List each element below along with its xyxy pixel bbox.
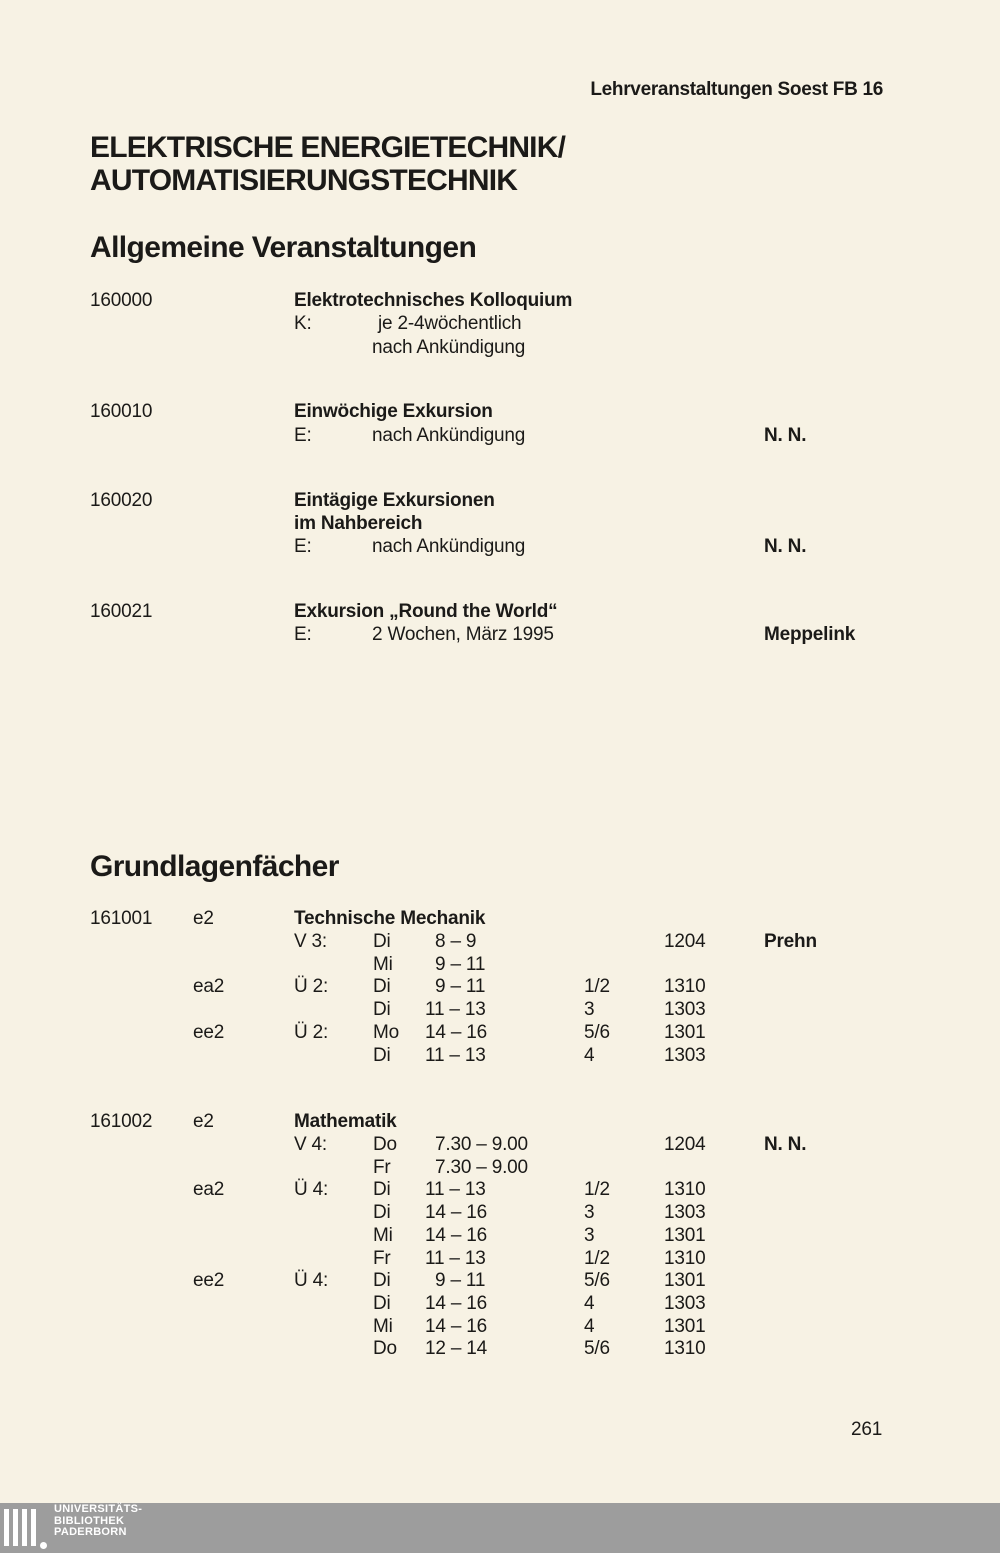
row-time: 14 – 16 <box>425 1315 487 1337</box>
row-day: Fr <box>373 1156 391 1178</box>
section-heading-allgemeine: Allgemeine Veranstaltungen <box>90 231 477 264</box>
row-day: Mi <box>373 1224 393 1246</box>
row-type: Ü 4: <box>294 1270 329 1292</box>
row-type: V 3: <box>294 931 327 952</box>
row-subgroup: 1/2 <box>584 1247 610 1269</box>
row-subgroup: 5/6 <box>584 1021 610 1043</box>
course-schedule: 2 Wochen, März 1995 <box>372 624 554 645</box>
course-title: Elektrotechnisches Kolloquium <box>294 290 573 311</box>
course-type: E: <box>294 536 312 557</box>
row-time: 11 – 13 <box>425 1247 486 1269</box>
row-day: Di <box>373 1044 391 1066</box>
row-type: V 4: <box>294 1134 327 1155</box>
row-room: 1301 <box>664 1224 706 1246</box>
course-title: Eintägige Exkursionen <box>294 490 495 511</box>
row-day: Di <box>373 999 391 1021</box>
library-footer <box>0 1503 1000 1553</box>
course-type: K: <box>294 313 312 334</box>
row-subgroup: 1/2 <box>584 1179 610 1201</box>
row-room: 1303 <box>664 1044 706 1066</box>
row-room: 1204 <box>664 1134 706 1155</box>
row-day: Mi <box>373 953 393 975</box>
row-room: 1303 <box>664 999 706 1021</box>
course-lecturer: N. N. <box>764 1134 807 1155</box>
row-time: 7.30 – 9.00 <box>435 1156 528 1178</box>
row-room: 1301 <box>664 1270 706 1292</box>
row-subgroup: 4 <box>584 1315 595 1337</box>
course-number: 160020 <box>90 490 153 511</box>
course-code: e2 <box>193 1111 214 1132</box>
row-time: 14 – 16 <box>425 1224 487 1246</box>
row-room: 1303 <box>664 1202 706 1224</box>
row-time: 8 – 9 <box>435 931 477 952</box>
course-title: Einwöchige Exkursion <box>294 401 493 422</box>
course-type: E: <box>294 425 312 446</box>
row-subgroup: 5/6 <box>584 1270 610 1292</box>
row-room: 1303 <box>664 1292 706 1314</box>
row-group: ea2 <box>193 976 225 998</box>
row-subgroup: 3 <box>584 999 595 1021</box>
row-type: Ü 2: <box>294 976 329 998</box>
row-room: 1310 <box>664 976 706 998</box>
row-type: Ü 2: <box>294 1021 329 1043</box>
row-group: ea2 <box>193 1179 225 1201</box>
course-number: 160021 <box>90 601 153 622</box>
row-time: 11 – 13 <box>425 1179 486 1201</box>
course-code: e2 <box>193 908 214 929</box>
row-day: Do <box>373 1134 397 1155</box>
row-time: 11 – 13 <box>425 999 486 1021</box>
page-title-line-2: AUTOMATISIERUNGSTECHNIK <box>90 164 518 197</box>
course-number: 160010 <box>90 401 153 422</box>
row-group: ee2 <box>193 1021 225 1043</box>
row-day: Di <box>373 976 391 998</box>
row-day: Di <box>373 1202 391 1224</box>
row-type: Ü 4: <box>294 1179 329 1201</box>
course-schedule: nach Ankündigung <box>372 425 526 446</box>
row-room: 1301 <box>664 1021 706 1043</box>
row-day: Di <box>373 1179 391 1201</box>
course-schedule: je 2-4wöchentlich <box>378 313 522 334</box>
row-time: 14 – 16 <box>425 1021 487 1043</box>
page-number: 261 <box>851 1419 883 1440</box>
library-name: UNIVERSITÄTS- BIBLIOTHEK PADERBORN <box>54 1503 143 1538</box>
course-lecturer: Meppelink <box>764 624 856 645</box>
row-time: 9 – 11 <box>435 1270 486 1292</box>
row-time: 7.30 – 9.00 <box>435 1134 528 1155</box>
row-subgroup: 4 <box>584 1044 595 1066</box>
row-day: Di <box>373 1270 391 1292</box>
section-heading-grundlagen: Grundlagenfächer <box>90 850 339 883</box>
course-number: 161002 <box>90 1111 153 1132</box>
row-day: Fr <box>373 1247 391 1269</box>
course-lecturer: N. N. <box>764 425 807 446</box>
course-number: 161001 <box>90 908 153 929</box>
course-lecturer: Prehn <box>764 931 817 952</box>
course-title: Mathematik <box>294 1111 397 1132</box>
row-subgroup: 4 <box>584 1292 595 1314</box>
row-room: 1310 <box>664 1179 706 1201</box>
running-header: Lehrveranstaltungen Soest FB 16 <box>590 79 883 100</box>
row-subgroup: 1/2 <box>584 976 610 998</box>
row-room: 1310 <box>664 1247 706 1269</box>
row-room: 1310 <box>664 1338 706 1360</box>
row-time: 14 – 16 <box>425 1202 487 1224</box>
row-room: 1204 <box>664 931 706 952</box>
course-schedule: nach Ankündigung <box>372 337 526 358</box>
row-day: Mo <box>373 1021 399 1043</box>
row-group: ee2 <box>193 1270 225 1292</box>
row-room: 1301 <box>664 1315 706 1337</box>
row-time: 9 – 11 <box>435 953 486 975</box>
row-time: 12 – 14 <box>425 1338 487 1360</box>
course-lecturer: N. N. <box>764 536 807 557</box>
row-day: Do <box>373 1338 397 1360</box>
row-time: 11 – 13 <box>425 1044 486 1066</box>
row-day: Di <box>373 1292 391 1314</box>
row-day: Mi <box>373 1315 393 1337</box>
row-time: 14 – 16 <box>425 1292 487 1314</box>
course-title: Exkursion „Round the World“ <box>294 601 558 622</box>
library-logo-icon <box>4 1509 48 1549</box>
row-subgroup: 3 <box>584 1224 595 1246</box>
course-schedule: nach Ankündigung <box>372 536 526 557</box>
course-title: Technische Mechanik <box>294 908 486 929</box>
course-title: im Nahbereich <box>294 513 423 534</box>
row-subgroup: 5/6 <box>584 1338 610 1360</box>
row-subgroup: 3 <box>584 1202 595 1224</box>
course-type: E: <box>294 624 312 645</box>
row-day: Di <box>373 931 391 952</box>
course-number: 160000 <box>90 290 153 311</box>
row-time: 9 – 11 <box>435 976 486 998</box>
page-title-line-1: ELEKTRISCHE ENERGIETECHNIK/ <box>90 131 566 164</box>
